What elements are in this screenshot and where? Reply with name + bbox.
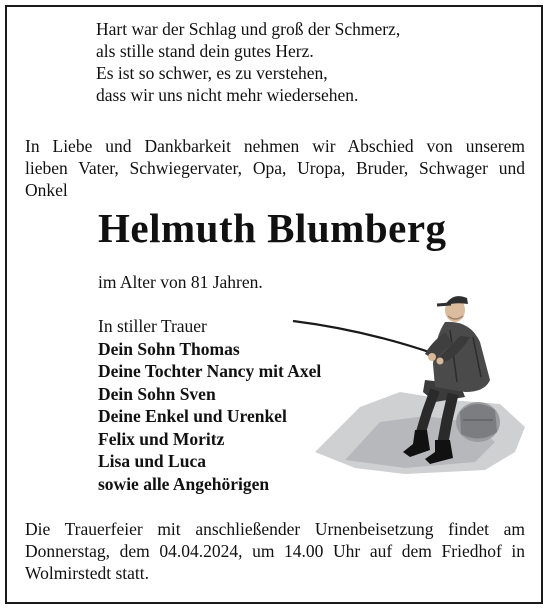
mourners-heading: In stiller Trauer (98, 316, 207, 336)
mourner-entry: Felix und Moritz (98, 428, 225, 449)
mourner-entry: Deine Enkel und Urenkel (98, 406, 287, 426)
deceased-name: Helmuth Blumberg (98, 205, 447, 251)
farewell-line: Onkel (25, 180, 68, 200)
farewell-text (25, 135, 525, 201)
deceased-age: im Alter von 81 Jahren. (98, 272, 263, 292)
service-line: Wolmirstedt statt. (25, 563, 149, 583)
poem-line: Es ist so schwer, es zu verstehen, (96, 63, 328, 83)
funeral-service-text (25, 518, 525, 584)
mourner-entry: Dein Sohn Thomas (98, 338, 240, 359)
poem-line: Hart war der Schlag und groß der Schmerz, (96, 19, 401, 39)
service-line: Donnerstag, dem 04.04.2024, um 14.00 Uhr auf dem Friedhof in (25, 541, 525, 561)
mourner-entry: Dein Sohn Sven (98, 383, 216, 404)
poem-line: dass wir uns nicht mehr wiedersehen. (96, 85, 359, 105)
farewell-line: lieben Vater, Schwiegervater, Opa, Uropa, Bruder, Schwager und (25, 158, 525, 178)
mourner-entry: Lisa und Luca (98, 451, 206, 471)
service-line: Die Trauerfeier mit anschließender Urnenbeisetzung findet am (25, 519, 525, 539)
mourner-entry: sowie alle Angehörigen (98, 473, 270, 494)
fisherman-icon (285, 292, 530, 477)
poem-line: als stille stand dein gutes Herz. (96, 41, 314, 61)
mourner-entry: Deine Tochter Nancy mit Axel (98, 361, 322, 381)
farewell-line: In Liebe und Dankbarkeit nehmen wir Abschied von unserem (25, 136, 525, 156)
poem (96, 18, 400, 106)
